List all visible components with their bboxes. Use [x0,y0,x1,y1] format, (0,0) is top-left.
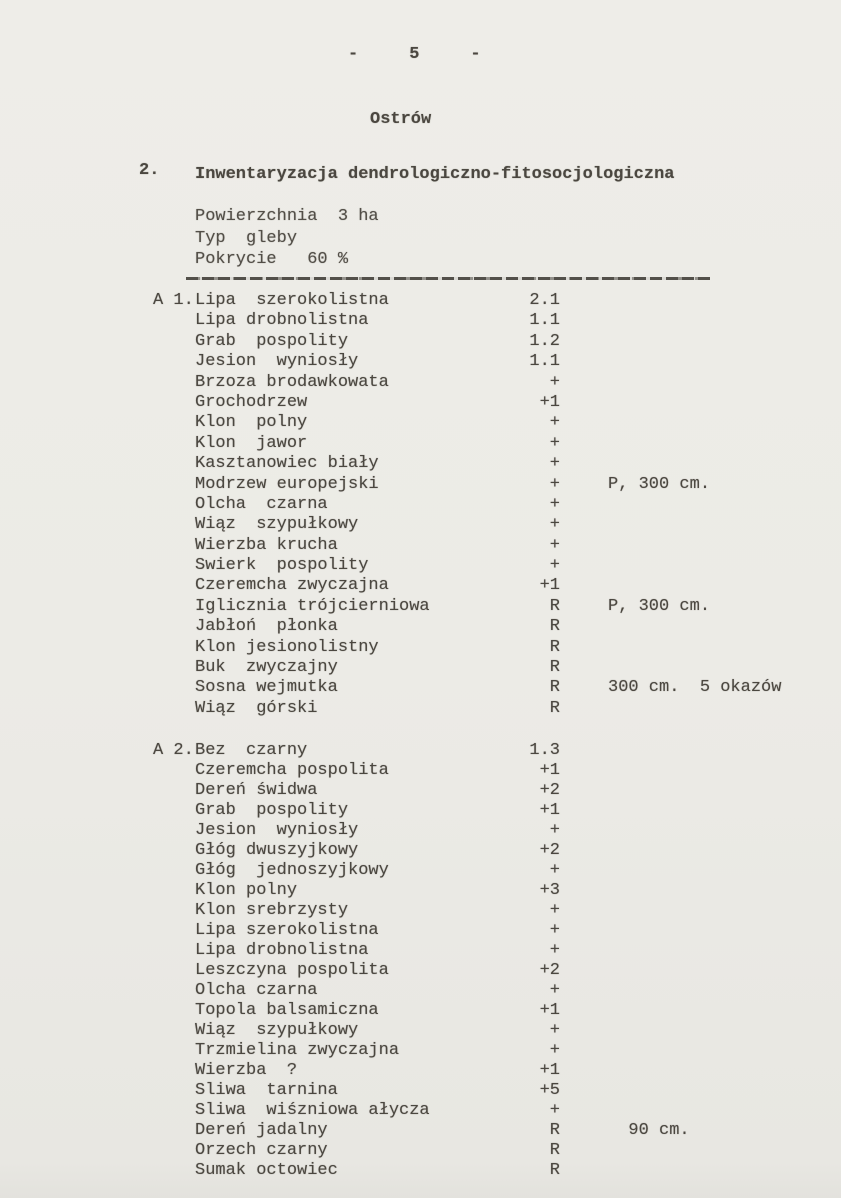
table-row [0,454,841,474]
table-row [0,1081,841,1101]
species-name: Orzech czarny [195,1141,328,1160]
table-row [0,841,841,861]
table-row [0,291,841,311]
table-row [0,352,841,372]
abundance-value: + [549,821,560,840]
abundance-value: 1.1 [529,311,560,331]
page-title: Ostrów [370,110,432,129]
table-row [0,413,841,433]
species-name: Grab pospolity [195,801,349,820]
species-name: Klon polny [195,881,298,900]
species-name: Wiąz szypułkowy [195,1021,359,1040]
table-row [0,658,841,678]
note-text: P, 300 cm. [608,474,711,494]
note-text: 90 cm. [608,1121,690,1140]
abundance-value: 1.3 [529,741,560,760]
abundance-value: +1 [539,761,560,780]
species-name: Grab pospolity [195,331,349,351]
species-name: Sosna wejmutka [195,678,338,698]
species-name: Buk zwyczajny [195,658,338,678]
section-label: A 1. [153,291,194,310]
abundance-value: +1 [539,576,560,596]
species-name: Trzmielina zwyczajna [195,1041,400,1060]
table-row [0,921,841,941]
abundance-value: + [549,535,560,555]
abundance-value: +1 [539,1061,560,1080]
abundance-value: 1.2 [529,331,560,351]
metadata-line-cover: Pokrycie 60 % [195,250,349,269]
table-row [0,678,841,698]
species-name: Iglicznia trójcierniowa [195,596,430,616]
species-name: Leszczyna pospolita [195,961,389,980]
species-name: Klon polny [195,413,308,433]
abundance-value: R [549,1121,560,1140]
table-row [0,801,841,821]
abundance-value: + [549,861,560,880]
species-name: Głóg jednoszyjkowy [195,861,389,880]
abundance-value: + [549,981,560,1000]
abundance-value: R [549,596,560,616]
inventory-section [0,291,841,719]
scan-speck [0,14,3,17]
abundance-value: R [549,678,560,698]
note-text: P, 300 cm. [608,596,711,616]
abundance-value: R [549,1141,560,1160]
abundance-value: + [549,474,560,494]
abundance-value: +2 [539,781,560,800]
species-name: Czeremcha zwyczajna [195,576,389,596]
table-row [0,536,841,556]
table-row [0,556,841,576]
species-name: Jesion wyniosły [195,352,359,372]
species-name: Kasztanowiec biały [195,454,379,474]
section-heading-title: Inwentaryzacja dendrologiczno-fitosocjologiczna [195,165,675,184]
metadata-block [195,206,379,271]
abundance-value: + [549,454,560,474]
table-row [0,576,841,596]
abundance-value: 2.1 [529,291,560,310]
table-row [0,1101,841,1121]
species-name: Klon jesionolistny [195,637,379,657]
abundance-value: + [549,1041,560,1060]
species-name: Jabłoń płonka [195,617,338,637]
table-row [0,741,841,761]
species-name: Bez czarny [195,741,308,760]
species-name: Wierzba ? [195,1061,298,1080]
table-row [0,761,841,781]
table-row [0,821,841,841]
abundance-value: + [549,413,560,433]
table-row [0,981,841,1001]
table-row [0,1121,841,1141]
species-name: Swierk pospolity [195,556,369,576]
abundance-value: + [549,515,560,535]
abundance-value: +2 [539,841,560,860]
abundance-value: R [549,637,560,657]
page-number: - 5 - [348,45,481,64]
table-row [0,332,841,352]
abundance-value: R [549,658,560,678]
species-name: Lipa drobnolistna [195,311,369,331]
table-row [0,597,841,617]
scan-speck [0,20,8,24]
species-name: Wiąz górski [195,698,318,718]
species-name: Olcha czarna [195,981,318,1000]
table-row [0,861,841,881]
species-name: Sumak octowiec [195,1161,338,1180]
scan-bottom-edge [0,1190,841,1193]
abundance-value: + [549,494,560,514]
abundance-value: + [549,1021,560,1040]
abundance-value: +2 [539,961,560,980]
table-row [0,1021,841,1041]
abundance-value: R [549,1161,560,1180]
table-row [0,699,841,719]
species-name: Lipa szerokolistna [195,921,379,940]
inventory-section [0,741,841,1181]
species-name: Topola balsamiczna [195,1001,379,1020]
table-row [0,495,841,515]
species-name: Wiąz szypułkowy [195,515,359,535]
table-row [0,881,841,901]
species-name: Sliwa tarnina [195,1081,338,1100]
species-name: Wierzba krucha [195,535,338,555]
species-name: Brzoza brodawkowata [195,372,389,392]
abundance-value: 1.1 [529,352,560,372]
table-row [0,1141,841,1161]
abundance-value: +3 [539,881,560,900]
abundance-value: R [549,698,560,718]
table-row [0,1001,841,1021]
species-name: Lipa drobnolistna [195,941,369,960]
species-name: Dereń świdwa [195,781,318,800]
table-row [0,311,841,331]
abundance-value: +1 [539,1001,560,1020]
table-row [0,941,841,961]
table-row [0,373,841,393]
abundance-value: + [549,941,560,960]
table-row [0,1041,841,1061]
table-row [0,638,841,658]
table-row [0,1161,841,1181]
species-name: Jesion wyniosły [195,821,359,840]
abundance-value: +1 [539,801,560,820]
species-name: Sliwa wiśzniowa ałycza [195,1101,430,1120]
metadata-line-soil: Typ gleby [195,228,298,248]
section-label: A 2. [153,741,194,760]
species-name: Klon jawor [195,433,308,453]
table-row [0,475,841,495]
species-name: Lipa szerokolistna [195,291,389,310]
table-row [0,434,841,454]
note-text: 300 cm. 5 okazów [608,678,782,698]
section-heading-number: 2. [139,161,160,180]
abundance-value: +5 [539,1081,560,1100]
table-row [0,961,841,981]
species-name: Czeremcha pospolita [195,761,389,780]
metadata-line-area: Powierzchnia 3 ha [195,207,379,226]
species-name: Olcha czarna [195,494,328,514]
table-row [0,515,841,535]
species-name: Klon srebrzysty [195,901,349,920]
abundance-value: + [549,372,560,392]
abundance-value: + [549,1101,560,1120]
dashed-separator-line [186,277,710,280]
species-name: Dereń jadalny [195,1121,328,1140]
abundance-value: + [549,556,560,576]
species-name: Głóg dwuszyjkowy [195,841,359,860]
abundance-value: R [549,617,560,637]
species-name: Grochodrzew [195,392,308,412]
table-row [0,617,841,637]
species-name: Modrzew europejski [195,474,379,494]
table-row [0,901,841,921]
abundance-value: + [549,921,560,940]
table-row [0,781,841,801]
abundance-value: + [549,901,560,920]
abundance-value: +1 [539,392,560,412]
table-row [0,1061,841,1081]
table-row [0,393,841,413]
abundance-value: + [549,433,560,453]
